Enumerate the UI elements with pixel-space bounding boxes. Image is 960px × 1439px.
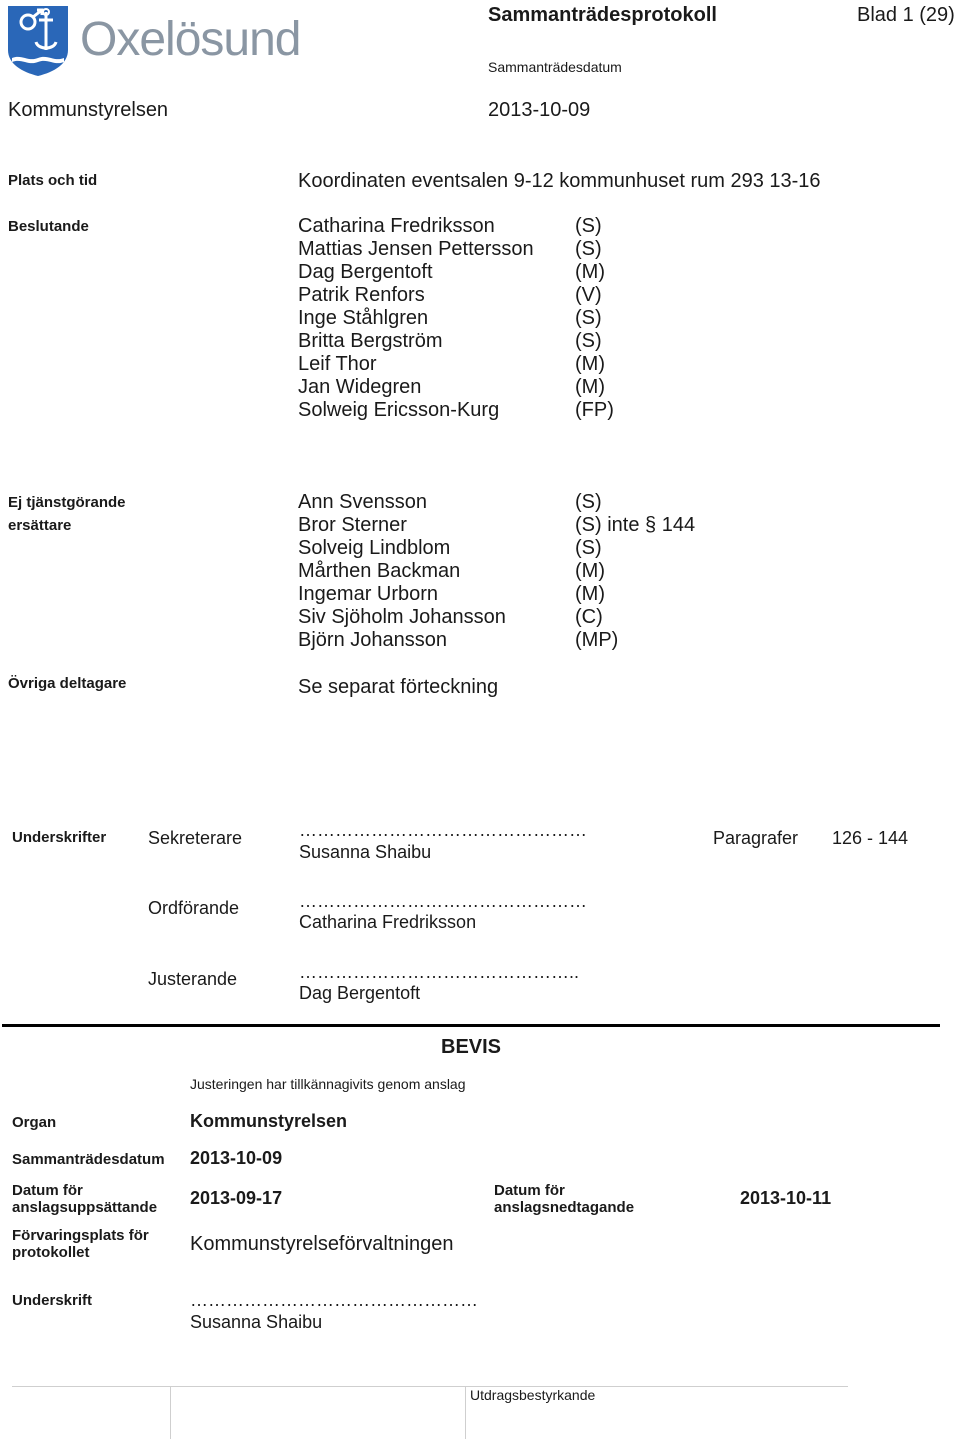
member-name: Mattias Jensen Pettersson [298,238,534,260]
member-party: (C) [575,606,603,628]
member-name: Dag Bergentoft [298,261,433,283]
proof-title: BEVIS [441,1036,502,1058]
storage-label-line1: Förvaringsplats för [12,1227,149,1244]
member-party: (S) [575,238,602,260]
storage-label-line2: protokollet [12,1244,90,1261]
paragraphs-value: 126 - 144 [832,828,909,848]
member-party: (M) [575,376,605,398]
substitutes-label-line1: Ej tjänstgörande [8,494,126,511]
member-party: (S) [575,537,602,559]
date-label: Sammanträdesdatum [488,59,622,75]
paragraphs-label: Paragrafer [713,828,799,848]
member-party: (FP) [575,399,614,421]
member-party: (MP) [575,629,619,651]
member-party: (S) inte § 144 [575,514,696,536]
member-row [298,284,718,307]
member-row [298,330,718,353]
posting-date-value: 2013-09-17 [190,1188,283,1208]
member-party: (S) [575,307,602,329]
member-name: Britta Bergström [298,330,443,352]
member-name: Jan Widegren [298,376,422,398]
member-name: Siv Sjöholm Johansson [298,606,506,628]
removal-label-line2: anslagsnedtagande [494,1199,635,1216]
adjuster-signature-line: ……………………………………….. [299,962,580,982]
organ-label: Organ [12,1114,57,1131]
member-name: Bror Sterner [298,514,407,536]
member-row [298,353,718,376]
footer-divider-1 [170,1387,171,1439]
others-label: Övriga deltagare [8,675,127,692]
place-label: Plats och tid [8,172,98,189]
removal-label-line1: Datum för [494,1182,565,1199]
signature-label: Underskrift [12,1292,93,1309]
member-name: Ingemar Urborn [298,583,439,605]
member-name: Inge Ståhlgren [298,307,429,329]
member-party: (S) [575,215,602,237]
member-row [298,514,718,537]
page-indicator: Blad 1 (29) [857,4,955,26]
body-name: Kommunstyrelsen [8,99,169,121]
place-value: Koordinaten eventsalen 9-12 kommunhuset rum 293 13-16 [298,170,821,192]
member-name: Solveig Lindblom [298,537,451,559]
member-row [298,606,718,629]
chair-signature-line: ………………………………………… [299,891,587,911]
posting-label-line2: anslagsuppsättande [12,1199,158,1216]
posting-label-line1: Datum för [12,1182,83,1199]
proof-meeting-date-label: Sammanträdesdatum [12,1151,165,1168]
member-row [298,583,718,606]
member-party: (M) [575,353,605,375]
member-row [298,307,718,330]
member-party: (V) [575,284,602,306]
storage-value: Kommunstyrelseförvaltningen [190,1233,454,1255]
proof-signature-name: Susanna Shaibu [190,1312,323,1332]
proof-signature-line: ………………………………………… [190,1290,478,1310]
footer-line [12,1386,848,1387]
footer-label: Utdragsbestyrkande [470,1387,596,1403]
secretary-name: Susanna Shaibu [299,842,432,862]
member-name: Leif Thor [298,353,377,375]
secretary-role: Sekreterare [148,828,243,848]
chair-role: Ordförande [148,898,240,918]
organ-value: Kommunstyrelsen [190,1111,348,1131]
member-row [298,376,718,399]
chair-name: Catharina Fredriksson [299,912,477,932]
member-row [298,560,718,583]
meeting-date: 2013-10-09 [488,99,591,121]
member-name: Patrik Renfors [298,284,425,306]
proof-meeting-date-value: 2013-10-09 [190,1148,283,1168]
adjuster-role: Justerande [148,969,238,989]
municipality-name: Oxelösund [80,13,301,66]
member-name: Björn Johansson [298,629,447,651]
member-row [298,537,718,560]
member-name: Ann Svensson [298,491,427,513]
section-divider [2,1024,940,1027]
member-row [298,238,718,261]
member-party: (M) [575,583,605,605]
substitutes-label-line2: ersättare [8,517,72,534]
decisive-label: Beslutande [8,218,89,235]
member-row [298,215,718,238]
footer-divider-2 [465,1387,466,1439]
member-row [298,491,718,514]
removal-date-value: 2013-10-11 [740,1188,832,1208]
member-party: (S) [575,491,602,513]
secretary-signature-line: ………………………………………… [299,820,587,840]
others-value: Se separat förteckning [298,676,499,698]
document-title: Sammanträdesprotokoll [488,4,717,26]
member-party: (M) [575,560,605,582]
member-name: Catharina Fredriksson [298,215,495,237]
proof-intro: Justeringen har tillkännagivits genom anslag [190,1076,466,1092]
member-party: (S) [575,330,602,352]
signatures-label: Underskrifter [12,829,107,846]
member-row [298,629,718,652]
member-party: (M) [575,261,605,283]
member-name: Mårthen Backman [298,560,461,582]
adjuster-name: Dag Bergentoft [299,983,421,1003]
member-name: Solweig Ericsson-Kurg [298,399,500,421]
member-row [298,261,718,284]
member-row [298,399,718,422]
